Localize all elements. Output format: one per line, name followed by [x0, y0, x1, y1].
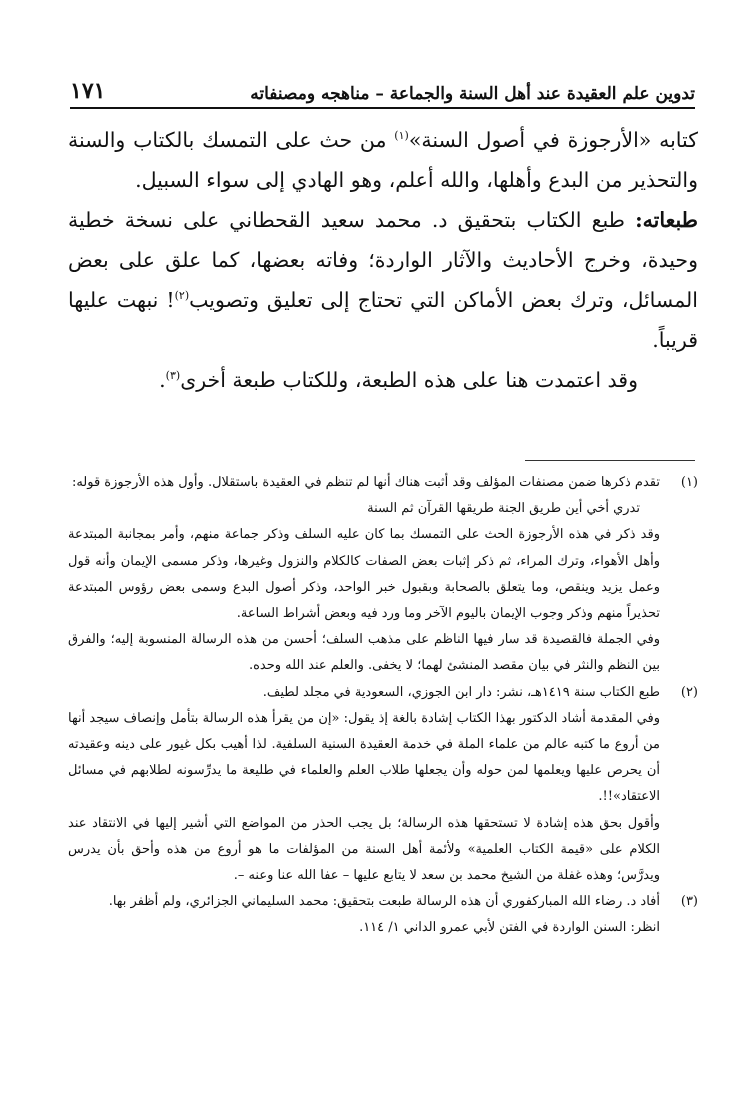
footnote-body: [68, 889, 660, 941]
footnote-para: وفي الجملة فالقصيدة قد سار فيها الناظم على مذهب السلف؛ أحسن من هذه الرسالة المنسوبة إليه؛ والفرق بين النظم والنثر في بيان مقصد المنشئ لهما؛ لا يخفى. والعلم عند الله وحده.: [68, 632, 660, 674]
footnote-para: أفاد د. رضاء الله المباركفوري أن هذه الرسالة طبعت بتحقيق: محمد السليماني الجزائري، ولم أظفر بها.: [108, 894, 660, 910]
footnote-para: انظر: السنن الواردة في الفتن لأبي عمرو الداني ١/ ١١٤.: [359, 920, 660, 936]
footnote-verse: تدري أخي أين طريق الجنة طريقها القرآن ثم السنة: [367, 501, 640, 517]
paragraph-2: [68, 200, 698, 360]
footnote-2: [68, 680, 698, 890]
footnote-para: وفي المقدمة أشاد الدكتور بهذا الكتاب إشادة بالغة إذ يقول: «إن من يقرأ هذه الرسالة بتأمل وإنصاف سيجد أنها من أروع ما كتبه عالم من علماء الملة في خدمة العقيدة السنية السلفية. لذا أهيب بكل غيور على دينه وعقيدته أن يحرص عليها ويعلمها لمن حوله وأن يجعلها طلاب العلم والعلماء في طليعة ما يدرِّسونه لطلابهم في مسائل الاعتقاد»!!.: [68, 710, 660, 805]
footnote-para: تقدم ذكرها ضمن مصنفات المؤلف وقد أثبت هناك أنها لم تنظم في العقيدة باستقلال. وأول هذه الأرجوزة قوله:: [71, 475, 660, 490]
paragraph-3-end: .: [159, 368, 166, 392]
footnote-para: طبع الكتاب سنة ١٤١٩هـ، نشر: دار ابن الجوزي، السعودية في مجلد لطيف.: [262, 684, 660, 700]
footnote-body: [68, 680, 660, 890]
paragraph-1: [68, 120, 698, 200]
editions-heading: طبعاته:: [635, 208, 698, 232]
footnote-3: [68, 889, 698, 941]
running-title: تدوين علم العقيدة عند أهل السنة والجماعة – مناهجه ومصنفاته: [250, 84, 695, 104]
footnote-ref-2: (٢): [174, 289, 190, 303]
paragraph-1-text: كتابه «الأرجوزة في أصول السنة»: [408, 128, 698, 152]
footnote-1: [68, 470, 698, 680]
page-number: ١٧١: [70, 78, 106, 104]
paragraph-3: [68, 360, 698, 400]
footnote-para: وقد ذكر في هذه الأرجوزة الحث على التمسك بما كان عليه السلف وذكر جماعة منهم، وأمر بمجانبة المبتدعة وأهل الأهواء، وترك المراء، ثم ذكر إثبات بعض الصفات كالكلام والنزول وغيرها، وذكر مسمى الإيمان وأنه قول وعمل يزيد وينقص، وما يتعلق بالصحابة وبقبول خبر الواحد، وذكر أصول البدع وسمى بعض رؤوس المبتدعة تحذيراً منهم وذكر وجوب الإيمان باليوم الآخر وما ورد فيه وبعض أشراط الساعة.: [68, 527, 660, 622]
footnote-ref-3: (٣): [165, 369, 181, 383]
footnote-ref-1: (١): [394, 129, 409, 143]
running-header: [70, 68, 695, 109]
paragraph-3-text: وقد اعتمدت هنا على هذه الطبعة، وللكتاب طبعة أخرى: [180, 368, 638, 392]
footnote-number: (١): [680, 475, 698, 490]
footnote-separator: [525, 460, 695, 461]
footnotes: [68, 470, 698, 942]
footnote-number: (٢): [680, 684, 698, 700]
paragraph-2-end: ! نبهت عليها قريباً.: [68, 288, 698, 352]
paragraph-2-text: طبع الكتاب بتحقيق د. محمد سعيد القحطاني على نسخة خطية وحيدة، وخرج الأحاديث والآثار الواردة؛ وفاته بعضها، كما علق على بعض المسائل، وترك بعض الأماكن التي تحتاج إلى تعليق وتصويب: [68, 208, 698, 312]
footnote-number: (٣): [680, 894, 698, 910]
footnote-body: [68, 470, 660, 680]
paragraph-1-rest: من حث على التمسك بالكتاب والسنة والتحذير من البدع وأهلها، والله أعلم، وهو الهادي إلى سواء السبيل.: [68, 128, 698, 192]
footnote-para: وأقول بحق هذه إشادة لا تستحقها هذه الرسالة؛ بل يجب الحذر من المواضع التي أشير إليها في الانتقاد عند الكلام على «قيمة الكتاب العلمية» ولأئمة أهل السنة من المؤلفات ما هو أروع من هذه وأحق بأن يدرس ويدرَّس؛ وهذه غفلة من الشيخ محمد بن سعد لا يتابع عليها – عفا الله عنا وعنه –.: [68, 815, 660, 884]
main-text: [68, 120, 698, 400]
